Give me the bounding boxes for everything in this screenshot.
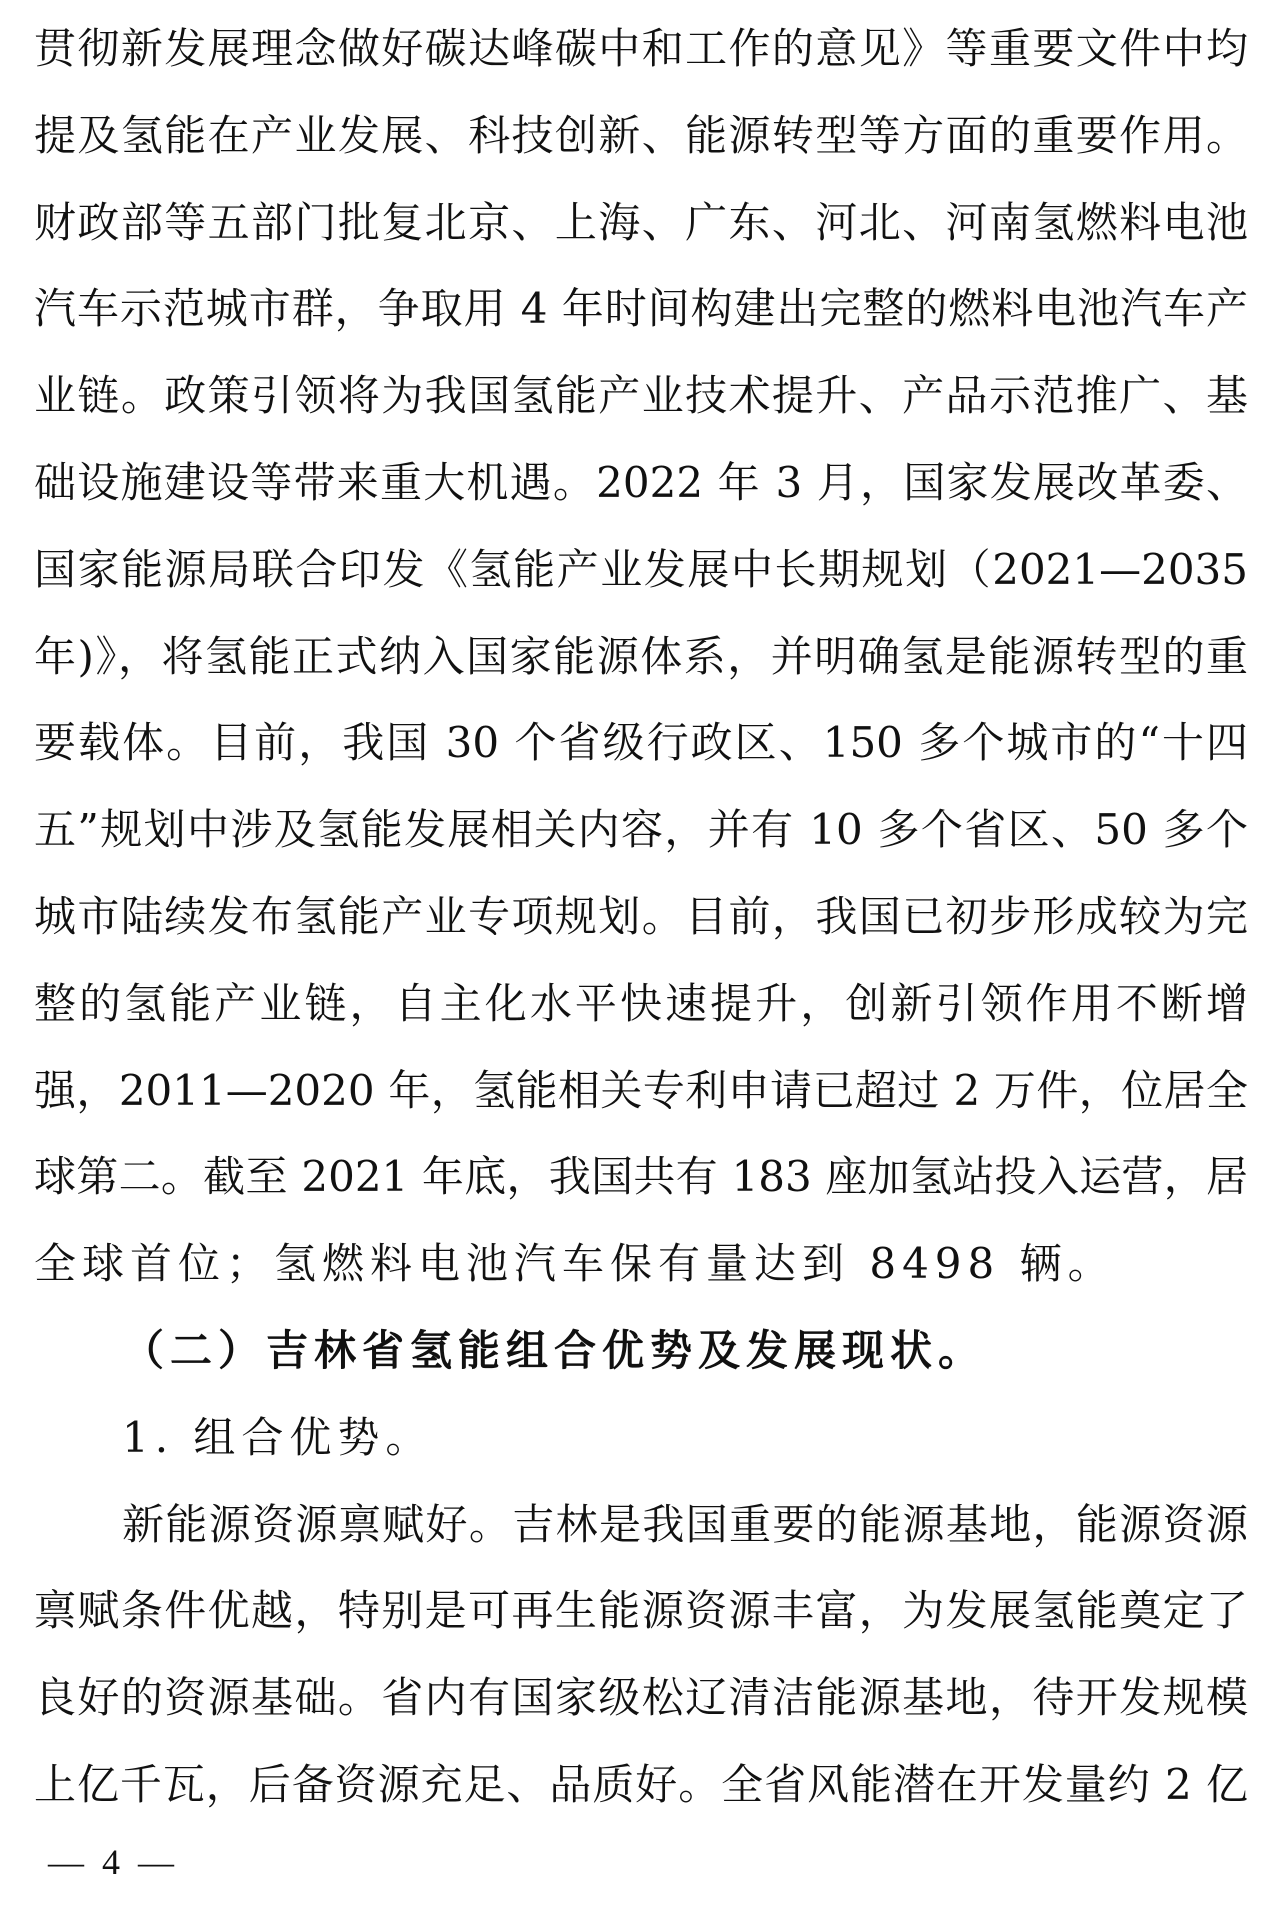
text-line: 禀赋条件优越，特别是可再生能源资源丰富，为发展氢能奠定了 [34,1586,1248,1635]
text-line: 提及氢能在产业发展、科技创新、能源转型等方面的重要作用。 [34,111,1248,160]
section-heading: （二）吉林省氢能组合优势及发展现状。 [122,1326,987,1375]
text-line: 全球首位；氢燃料电池汽车保有量达到 8498 辆。 [34,1239,1116,1288]
text-line: 良好的资源基础。省内有国家级松辽清洁能源基地，待开发规模 [34,1673,1248,1722]
page-number: — 4 — [48,1842,174,1882]
text-line: 整的氢能产业链，自主化水平快速提升，创新引领作用不断增 [34,979,1248,1028]
text-line: 财政部等五部门批复北京、上海、广东、河北、河南氢燃料电池 [34,198,1248,247]
text-line: 城市陆续发布氢能产业专项规划。目前，我国已初步形成较为完 [34,892,1248,941]
text-line: 贯彻新发展理念做好碳达峰碳中和工作的意见》等重要文件中均 [34,24,1248,73]
text-line: 新能源资源禀赋好。吉林是我国重要的能源基地，能源资源 [122,1500,1248,1549]
text-line: 五”规划中涉及氢能发展相关内容，并有 10 多个省区、50 多个 [34,805,1248,854]
text-line: 国家能源局联合印发《氢能产业发展中长期规划（2021—2035 [34,545,1248,594]
text-line: 强，2011—2020 年，氢能相关专利申请已超过 2 万件，位居全 [34,1066,1248,1115]
text-line: 上亿千瓦，后备资源充足、品质好。全省风能潜在开发量约 2 亿 [34,1760,1248,1809]
text-line: 球第二。截至 2021 年底，我国共有 183 座加氢站投入运营，居 [34,1152,1248,1201]
subsection-heading: 1. 组合优势。 [122,1413,434,1462]
text-line: 础设施建设等带来重大机遇。2022 年 3 月，国家发展改革委、 [34,458,1248,507]
text-line: 业链。政策引领将为我国氢能产业技术提升、产品示范推广、基 [34,371,1248,420]
text-line: 要载体。目前，我国 30 个省级行政区、150 多个城市的“十四 [34,718,1248,767]
text-line: 年)》，将氢能正式纳入国家能源体系，并明确氢是能源转型的重 [34,632,1248,681]
text-line: 汽车示范城市群，争取用 4 年时间构建出完整的燃料电池汽车产 [34,284,1248,333]
